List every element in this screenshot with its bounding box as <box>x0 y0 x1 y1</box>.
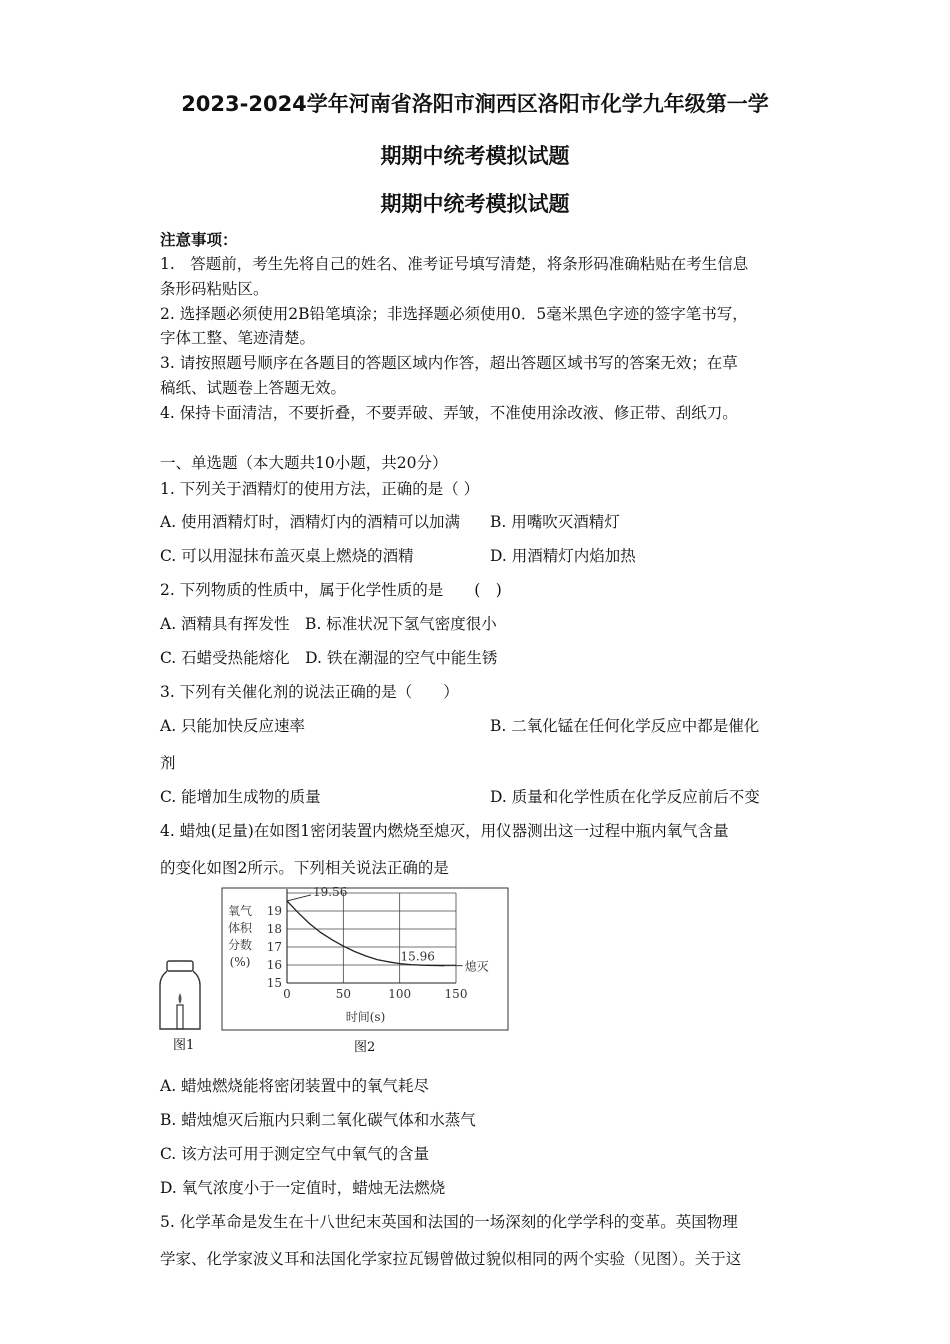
figure-1-caption: 图1 <box>173 1038 195 1053</box>
x-tick-label: 100 <box>388 987 412 1001</box>
y-tick-label: 19 <box>266 904 282 918</box>
start-leader <box>287 895 311 901</box>
question-2-stem: 2. 下列物质的性质中，属于化学性质的是 ( ) <box>160 581 502 599</box>
y-axis-title-line: 分数 <box>227 938 253 952</box>
question-1-option-a: A. 使用酒精灯时，酒精灯内的酒精可以加满 <box>160 513 461 531</box>
y-tick-label: 18 <box>266 922 282 936</box>
question-3-stem: 3. 下列有关催化剂的说法正确的是（ ） <box>160 683 459 701</box>
notice-line: 字体工整、笔迹清楚。 <box>160 329 316 347</box>
y-tick-label: 16 <box>266 958 282 972</box>
jar-cap <box>167 961 193 971</box>
end-text-label: 熄灭 <box>464 959 489 974</box>
question-4-option-d: D. 氧气浓度小于一定值时，蜡烛无法燃烧 <box>160 1179 446 1197</box>
notice-line: 4. 保持卡面清洁，不要折叠，不要弄破、弄皱，不准使用涂改液、修正带、刮纸刀。 <box>160 404 738 422</box>
start-value-label: 19.56 <box>313 885 348 899</box>
question-1-option-c: C. 可以用湿抹布盖灭桌上燃烧的酒精 <box>160 547 414 565</box>
question-4-option-a: A. 蜡烛燃烧能将密闭装置中的氧气耗尽 <box>160 1077 430 1095</box>
question-4-stem: 4. 蜡烛(足量)在如图1密闭装置内燃烧至熄灭，用仪器测出这一过程中瓶内氧气含量 <box>160 822 729 840</box>
notice-line: 稿纸、试题卷上答题无效。 <box>160 379 347 397</box>
question-4-option-c: C. 该方法可用于测定空气中氧气的含量 <box>160 1145 430 1163</box>
notice-line: 条形码粘贴区。 <box>160 280 269 298</box>
question-1-option-b: B. 用嘴吹灭酒精灯 <box>490 513 620 531</box>
y-tick-label: 15 <box>266 976 282 990</box>
x-axis-title: 时间(s) <box>345 1010 386 1024</box>
question-4-option-b: B. 蜡烛熄灭后瓶内只剩二氧化碳气体和水蒸气 <box>160 1111 476 1129</box>
figure-1-jar <box>155 955 205 1035</box>
y-axis-title-line: (%) <box>229 955 251 969</box>
page-title-line2: 期期中统考模拟试题 <box>380 144 570 168</box>
y-axis-title-line: 体积 <box>227 921 253 935</box>
question-5-line1: 5. 化学革命是发生在十八世纪末英国和法国的一场深刻的化学学科的变革。英国物理 <box>160 1213 738 1231</box>
section-heading: 一、单选题（本大题共10小题，共20分） <box>160 454 448 472</box>
figure-2-chart <box>215 885 515 1035</box>
y-axis-title-line: 氧气 <box>227 904 253 918</box>
candle-flame <box>179 993 182 1004</box>
figure-2-caption: 图2 <box>354 1040 376 1055</box>
question-5-line2: 学家、化学家波义耳和法国化学家拉瓦锡曾做过貌似相同的两个实验（见图）。关于这 <box>160 1250 742 1268</box>
question-4-stem-cont: 的变化如图2所示。下列相关说法正确的是 <box>160 859 449 877</box>
page-title-line1: 2023-2024学年河南省洛阳市涧西区洛阳市化学九年级第一学 <box>181 92 769 116</box>
notice-line: 2. 选择题必须使用2B铅笔填涂；非选择题必须使用0．5毫米黑色字迹的签字笔书写， <box>160 305 748 323</box>
x-tick-label: 0 <box>283 987 291 1001</box>
candle <box>177 1005 183 1029</box>
x-tick-label: 50 <box>335 987 351 1001</box>
notice-line: 1. 答题前，考生先将自己的姓名、准考证号填写清楚，将条形码准确粘贴在考生信息 <box>160 255 749 273</box>
question-1-option-d: D. 用酒精灯内焰加热 <box>490 547 636 565</box>
question-3-option-b-cont: 剂 <box>160 754 176 772</box>
y-tick-label: 17 <box>266 940 282 954</box>
page-title-line3: 期期中统考模拟试题 <box>380 192 570 216</box>
question-1-stem: 1. 下列关于酒精灯的使用方法，正确的是（ ） <box>160 480 480 498</box>
question-2-options-cd: C. 石蜡受热能熔化 D. 铁在潮湿的空气中能生锈 <box>160 649 498 667</box>
end-value-label: 15.96 <box>400 949 435 964</box>
question-3-option-d: D. 质量和化学性质在化学反应前后不变 <box>490 788 760 806</box>
question-3-option-a: A. 只能加快反应速率 <box>160 717 306 735</box>
x-tick-label: 150 <box>444 987 468 1001</box>
question-3-option-b: B. 二氧化锰在任何化学反应中都是催化 <box>490 717 760 735</box>
question-2-options-ab: A. 酒精具有挥发性 B. 标准状况下氢气密度很小 <box>160 615 497 633</box>
question-3-option-c: C. 能增加生成物的质量 <box>160 788 321 806</box>
notice-heading: 注意事项： <box>160 230 238 249</box>
notice-line: 3. 请按照题号顺序在各题目的答题区域内作答，超出答题区域书写的答案无效；在草 <box>160 354 738 372</box>
